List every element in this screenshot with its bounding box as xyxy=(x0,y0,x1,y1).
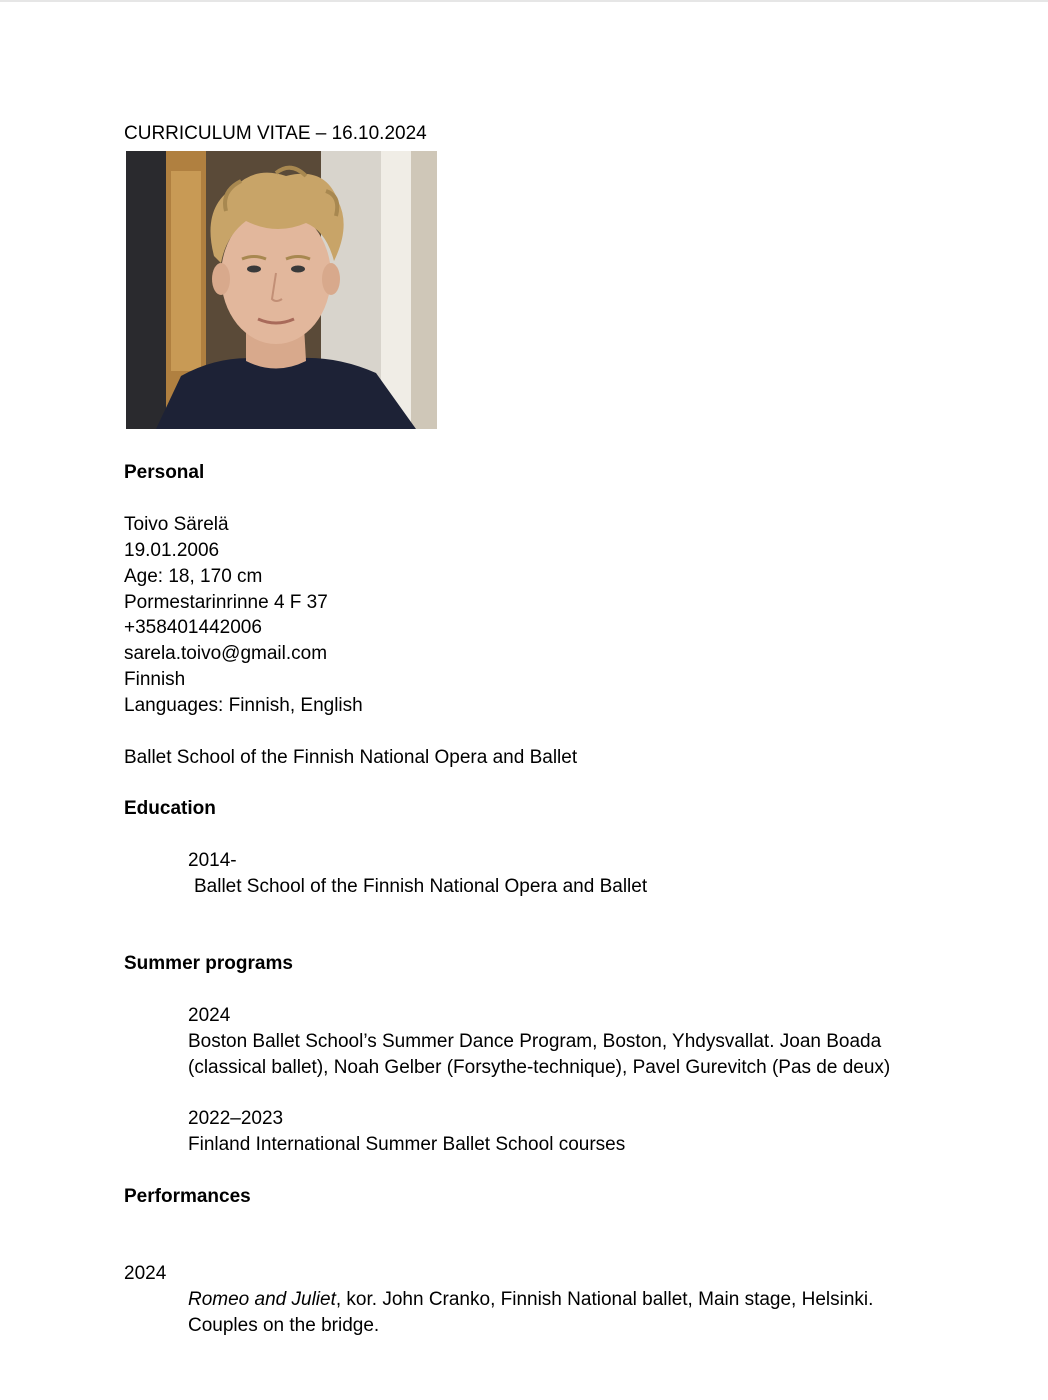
profile-photo xyxy=(126,151,437,429)
personal-school: Ballet School of the Finnish National Opera and Ballet xyxy=(124,747,578,768)
personal-phone: +358401442006 xyxy=(124,617,262,638)
personal-address: Pormestarinrinne 4 F 37 xyxy=(124,592,328,613)
summer-year-2022-2023: 2022–2023 xyxy=(188,1108,284,1129)
portrait-photo-icon xyxy=(126,151,437,429)
personal-nationality: Finnish xyxy=(124,669,186,690)
personal-name: Toivo Särelä xyxy=(124,514,229,535)
performance-details: , kor. John Cranko, Finnish National ballet, Main stage, Helsinki. xyxy=(335,1289,874,1310)
personal-age-height: Age: 18, 170 cm xyxy=(124,566,263,587)
performance-year: 2024 xyxy=(124,1263,167,1284)
section-heading-education: Education xyxy=(124,798,216,819)
section-heading-summer-programs: Summer programs xyxy=(124,953,293,974)
section-heading-performances: Performances xyxy=(124,1186,251,1207)
performance-work-title: Romeo and Juliet xyxy=(188,1289,336,1310)
education-year: 2014- xyxy=(188,850,237,871)
summer-program-boston-line2: (classical ballet), Noah Gelber (Forsythe-technique), Pavel Gurevitch (Pas de deux) xyxy=(188,1057,891,1078)
education-school: Ballet School of the Finnish National Opera and Ballet xyxy=(194,876,648,897)
personal-birthdate: 19.01.2006 xyxy=(124,540,220,561)
summer-program-finland: Finland International Summer Ballet School courses xyxy=(188,1134,626,1155)
document-title: CURRICULUM VITAE – 16.10.2024 xyxy=(124,123,427,144)
page-top-border xyxy=(0,0,1048,2)
section-heading-personal: Personal xyxy=(124,462,205,483)
personal-languages: Languages: Finnish, English xyxy=(124,695,363,716)
performance-role: Couples on the bridge. xyxy=(188,1315,380,1336)
personal-email: sarela.toivo@gmail.com xyxy=(124,643,328,664)
summer-program-boston-line1: Boston Ballet School’s Summer Dance Program, Boston, Yhdysvallat. Joan Boada xyxy=(188,1031,882,1052)
performance-entry xyxy=(188,1287,873,1313)
summer-year-2024: 2024 xyxy=(188,1005,231,1026)
